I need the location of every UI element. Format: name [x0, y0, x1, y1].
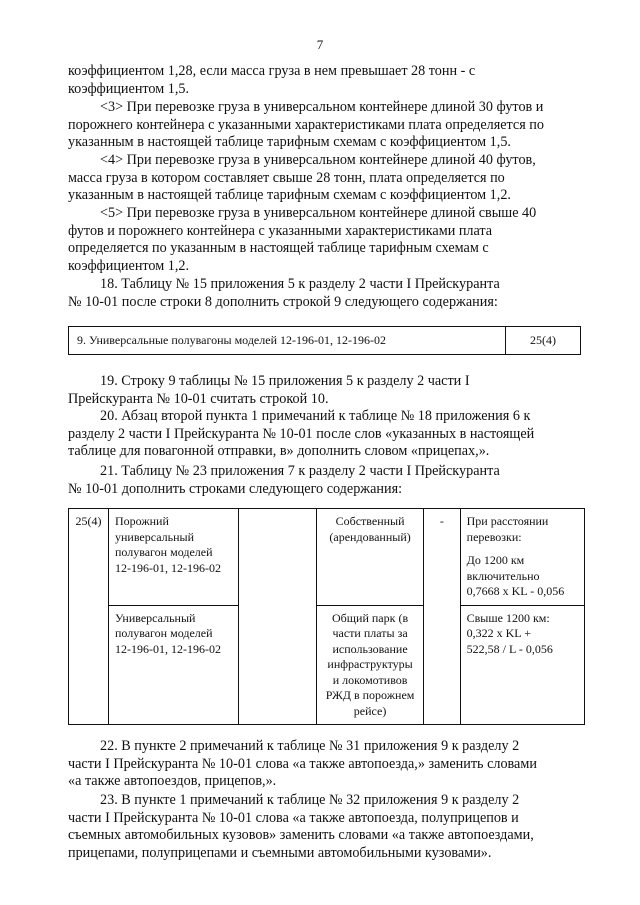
- item-21: 21. Таблицу № 23 приложения 7 к разделу 2 части I Прейскуранта № 10-01 дополнить строками следующего содержания:: [68, 463, 500, 497]
- table-cell-value: 25(4): [506, 327, 581, 355]
- note-4: <4> При перевозке груза в универсальном контейнере длиной 40 футов, масса груза в котором составляет свыше 28 тонн, плата определяется по указанным в настоящей таблице тарифным схемам с коэффициентом 1,2.: [68, 152, 536, 204]
- table-23-rows: [68, 508, 585, 725]
- item-19: 19. Строку 9 таблицы № 15 приложения 5 к разделу 2 части I Прейскуранта № 10-01 считать строкой 10.: [68, 373, 470, 407]
- item-22: 22. В пункте 2 примечаний к таблице № 31 приложения 9 к разделу 2 части I Прейскуранта № 10-01 слова «а также автопоезда,» заменить словами «а также автопоездов, прицепов,».: [68, 738, 537, 790]
- paragraph-continuation: коэффициентом 1,28, если масса груза в нем превышает 28 тонн - с коэффициентом 1,5.: [68, 63, 476, 97]
- table-cell-owner: Общий парк (в части платы за использование инфраструктуры и локомотивов РЖД в порожнем рейсе): [317, 605, 424, 725]
- table-row: [69, 509, 585, 606]
- table-cell-code: 25(4): [69, 509, 109, 725]
- page-number: 7: [316, 37, 324, 52]
- note-5: <5> При перевозке груза в универсальном контейнере длиной свыше 40 футов и порожнего контейнера с указанными характеристиками плата определяется по указанным в настоящей таблице тарифным схемам с коэффициентом 1,2.: [68, 205, 537, 274]
- table-cell-owner: Собственный (арендованный): [317, 509, 424, 606]
- table-cell-rate: При расстоянии перевозки: До 1200 км включительно 0,7668 x KL - 0,056: [460, 509, 584, 606]
- item-20: 20. Абзац второй пункта 1 примечаний к таблице № 18 приложения 6 к разделу 2 части I Прейскуранта № 10-01 после слов «указанных в настоящей таблице для повагонной отправки, в» дополнить словом «прицепах,».: [68, 408, 535, 460]
- table-15-row: [68, 326, 581, 355]
- table-cell-empty: [239, 509, 317, 725]
- note-3: <3> При перевозке груза в универсальном контейнере длиной 30 футов и порожнего контейнера с указанными характеристиками плата определяется по указанным в настоящей таблице тарифным схемам с коэффициентом 1,5.: [68, 99, 544, 151]
- table-cell-desc: Универсальный полувагон моделей 12-196-01, 12-196-02: [108, 605, 238, 725]
- table-cell-rate: Свыше 1200 км: 0,322 x KL + 522,58 / L - 0,056: [460, 605, 584, 725]
- table-row: [69, 327, 581, 355]
- item-23: 23. В пункте 1 примечаний к таблице № 32 приложения 9 к разделу 2 части I Прейскуранта № 10-01 слова «а также автопоезда, полуприцепов и съемных автомобильных кузовов» заменить словами «а также автопоездами, прицепами, полуприцепами и съемными автомобильными кузовами».: [68, 792, 534, 861]
- table-cell-desc: Порожний универсальный полувагон моделей 12-196-01, 12-196-02: [108, 509, 238, 606]
- table-row: [69, 605, 585, 725]
- table-cell-name: 9. Универсальные полувагоны моделей 12-196-01, 12-196-02: [69, 327, 506, 355]
- table-cell-dash: -: [424, 509, 461, 725]
- item-18: 18. Таблицу № 15 приложения 5 к разделу 2 части I Прейскуранта № 10-01 после строки 8 дополнить строкой 9 следующего содержания:: [68, 276, 500, 310]
